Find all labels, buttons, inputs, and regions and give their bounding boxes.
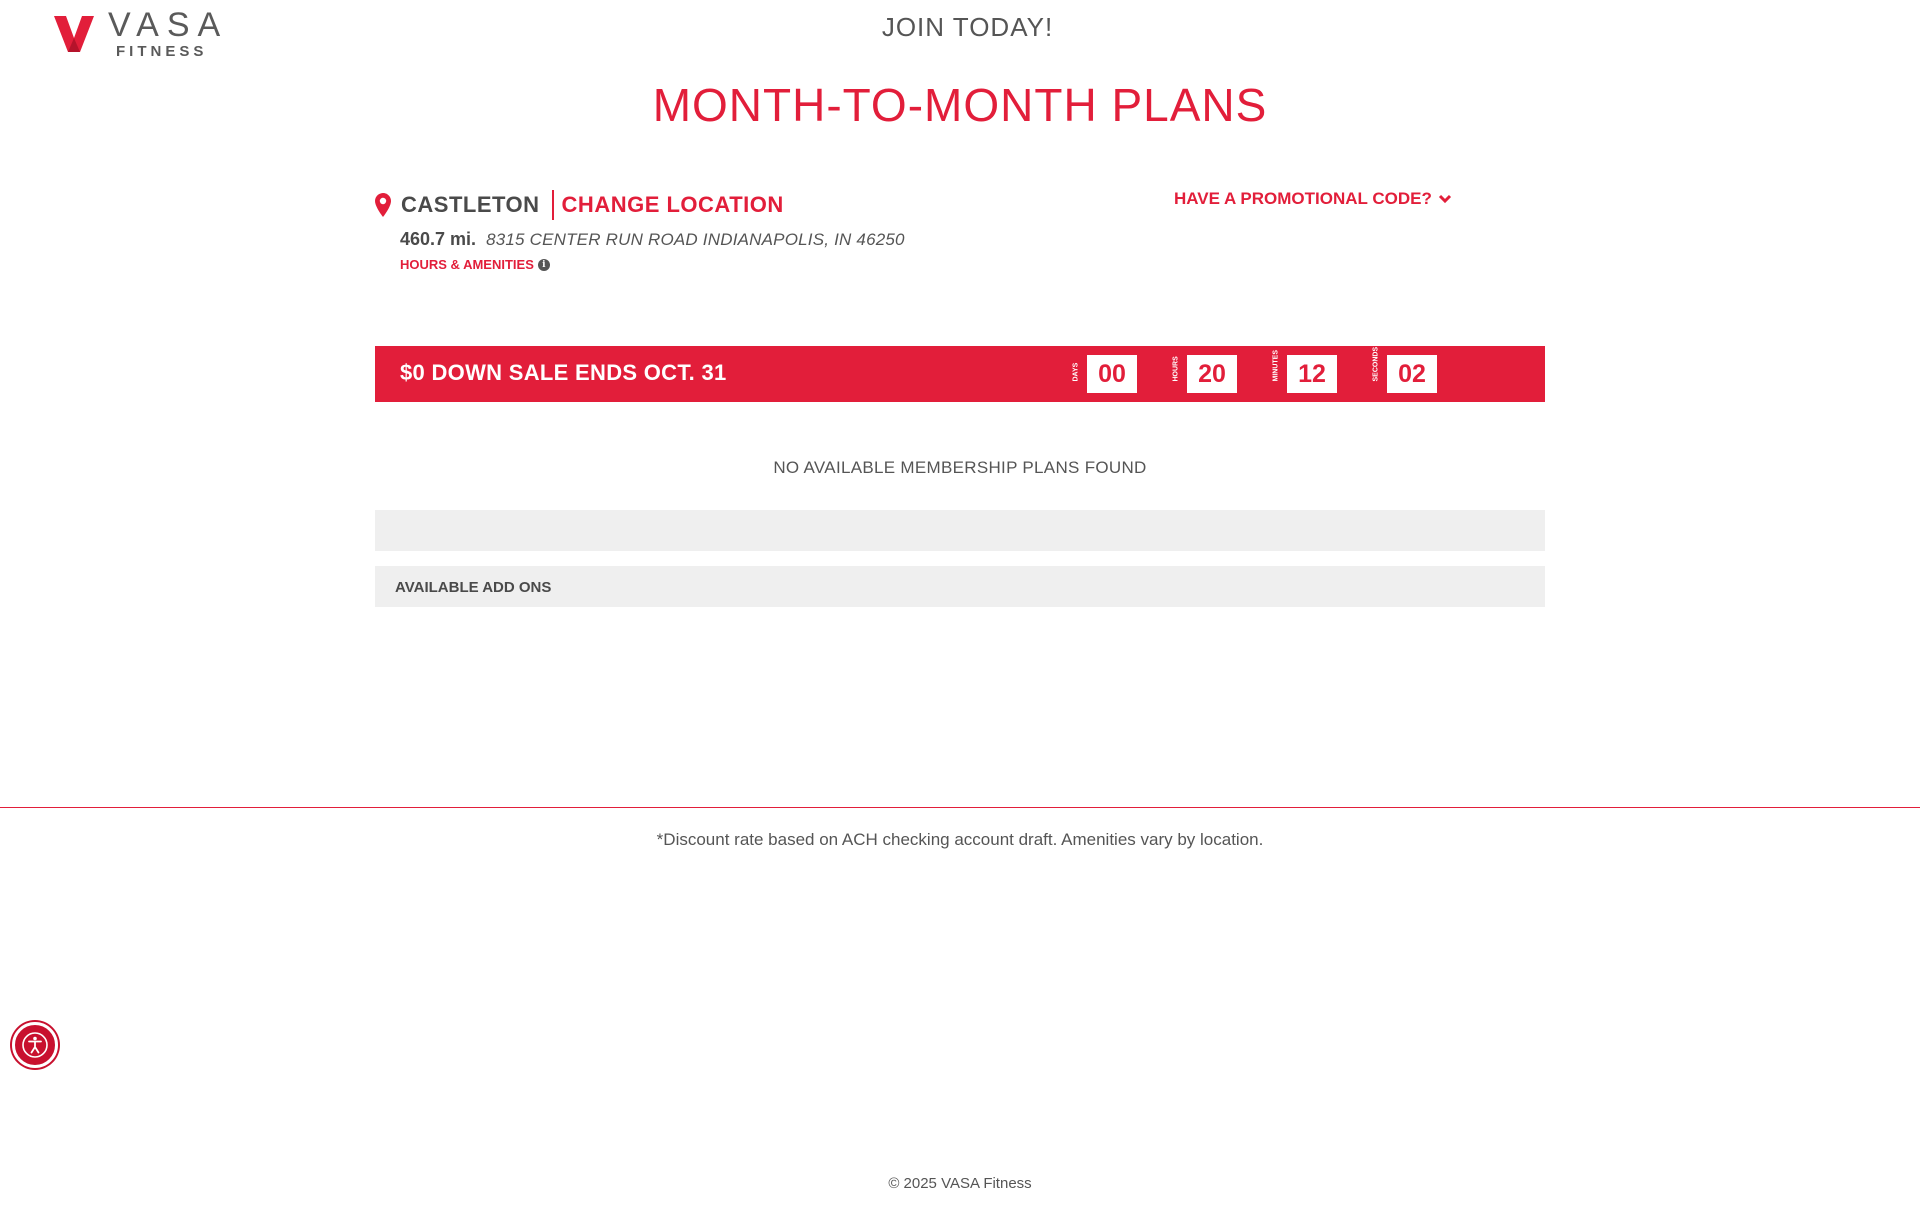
addons-title: AVAILABLE ADD ONS: [395, 579, 552, 596]
countdown-days: [1069, 355, 1137, 393]
countdown-minutes: [1269, 349, 1337, 393]
no-plans-message: NO AVAILABLE MEMBERSHIP PLANS FOUND: [773, 458, 1147, 477]
location-distance: 460.7 mi.: [400, 229, 477, 249]
join-today-heading: JOIN TODAY!: [881, 12, 1054, 42]
countdown-minutes-label: MINUTES: [1272, 349, 1280, 381]
info-icon: i: [538, 259, 550, 271]
disclaimer-text: *Discount rate based on ACH checking account draft. Amenities vary by location.: [656, 830, 1264, 849]
countdown-days-label: DAYS: [1072, 362, 1080, 381]
chevron-down-icon: [1438, 193, 1452, 205]
copyright-text: © 2025 VASA Fitness: [888, 1175, 1032, 1192]
plans-panel: [375, 510, 1545, 551]
accessibility-button[interactable]: [12, 1022, 58, 1068]
page-title: MONTH-TO-MONTH PLANS: [652, 79, 1268, 131]
location-address-row: [400, 229, 905, 250]
footer-divider: [0, 807, 1920, 808]
location-header: [375, 190, 784, 220]
location-divider: [552, 190, 554, 220]
countdown-seconds-value: 02: [1387, 355, 1437, 393]
sale-banner: [375, 346, 1545, 402]
sale-text: $0 DOWN SALE ENDS OCT. 31: [400, 360, 727, 385]
hours-amenities-link[interactable]: [400, 257, 550, 272]
map-pin-icon: [375, 193, 391, 217]
countdown-hours: [1169, 355, 1237, 393]
change-location-link[interactable]: CHANGE LOCATION: [561, 192, 784, 217]
promo-code-label: HAVE A PROMOTIONAL CODE?: [1174, 189, 1432, 208]
addons-panel[interactable]: [375, 566, 1545, 607]
countdown-days-value: 00: [1087, 355, 1137, 393]
brand-name: VASA: [108, 6, 229, 44]
countdown-seconds: [1369, 346, 1437, 393]
countdown-hours-value: 20: [1187, 355, 1237, 393]
hours-amenities-label: HOURS & AMENITIES: [400, 257, 534, 272]
accessibility-icon: [22, 1032, 48, 1058]
location-address: 8315 CENTER RUN ROAD INDIANAPOLIS, IN 46250: [486, 230, 905, 249]
brand-sub: FITNESS: [116, 43, 208, 60]
countdown-hours-label: HOURS: [1172, 355, 1180, 381]
countdown-seconds-label: SECONDS: [1372, 346, 1380, 381]
location-name: CASTLETON: [401, 192, 540, 217]
promo-code-toggle[interactable]: [1174, 189, 1452, 209]
countdown-minutes-value: 12: [1287, 355, 1337, 393]
